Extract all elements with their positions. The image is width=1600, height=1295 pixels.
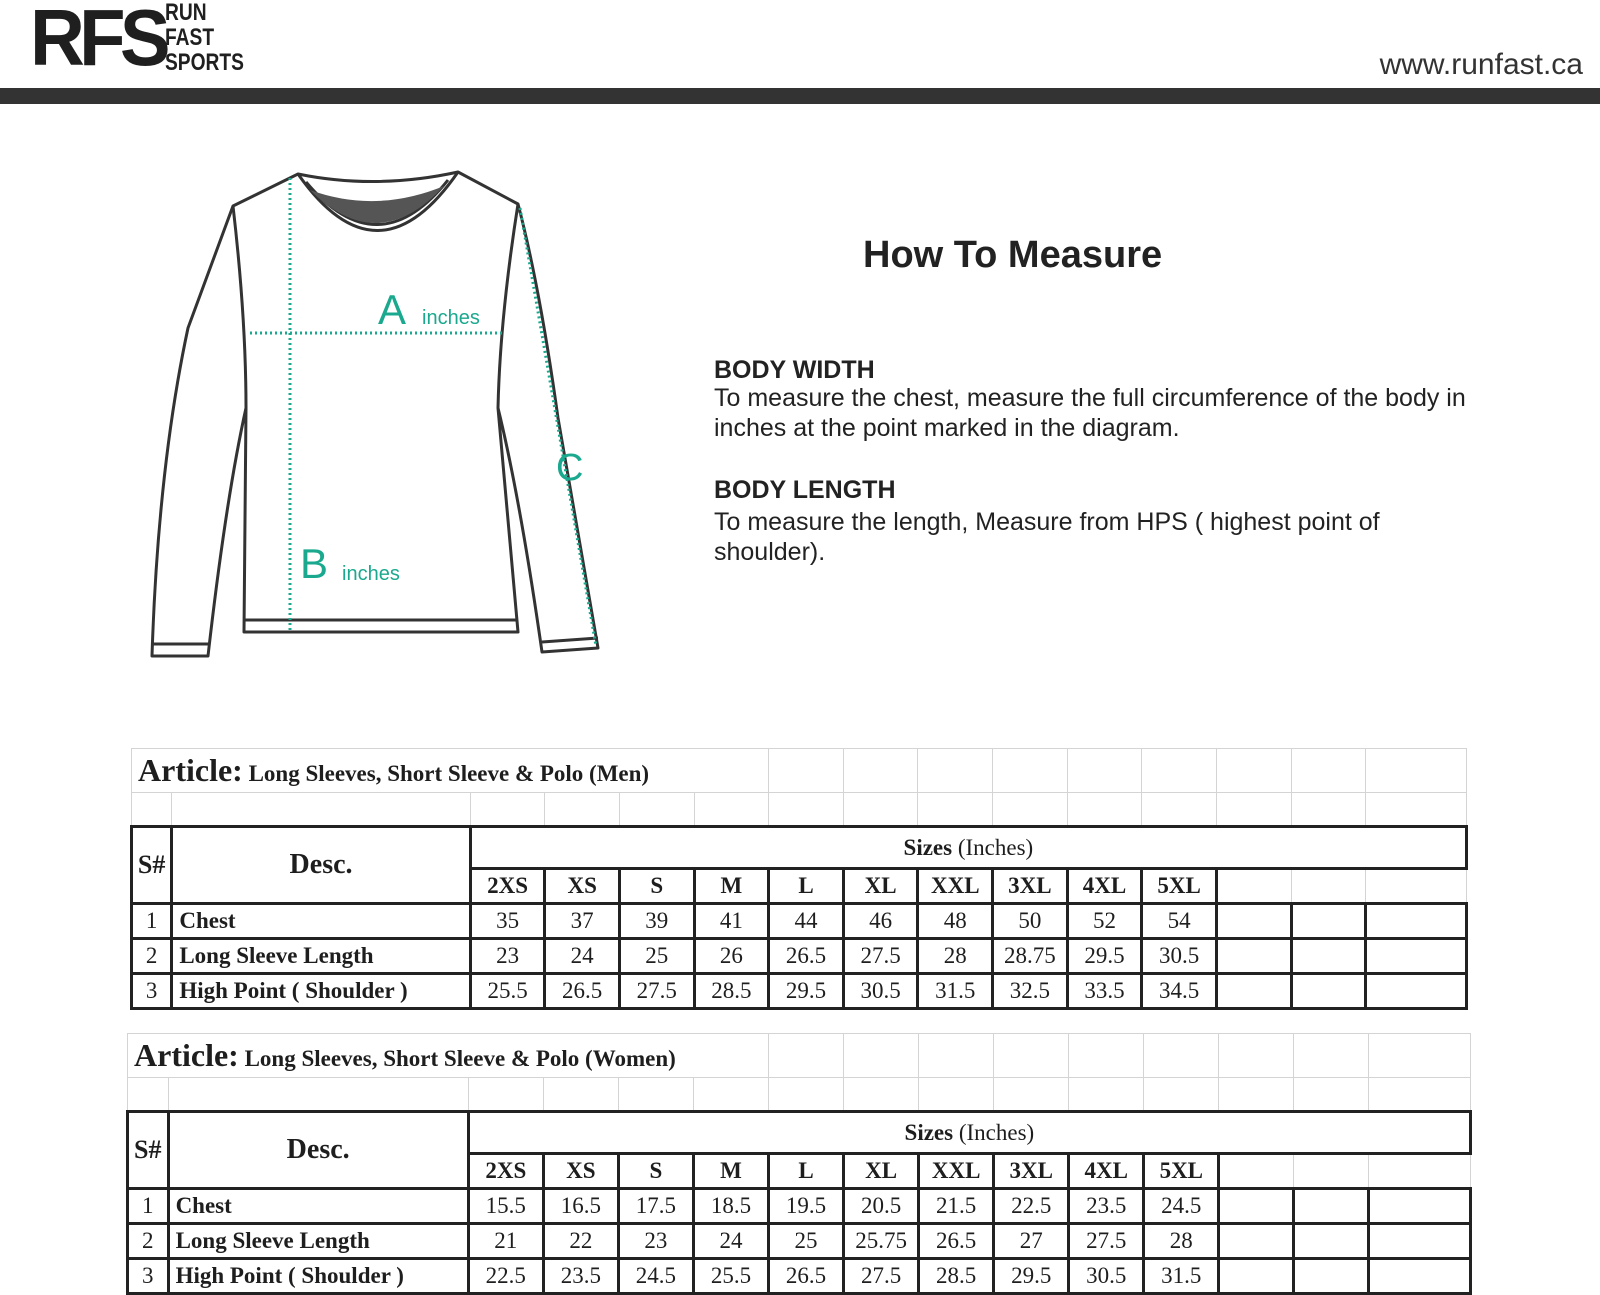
row-description: Long Sleeve Length — [172, 939, 470, 974]
blank-cell — [1366, 869, 1467, 904]
row-number: 2 — [132, 939, 172, 974]
blank-cell — [1216, 904, 1291, 939]
blank-cell — [1069, 1078, 1144, 1112]
row-description: High Point ( Shoulder ) — [168, 1259, 468, 1294]
size-value-cell: 19.5 — [769, 1189, 844, 1224]
table-row — [132, 939, 1467, 974]
size-value-cell: 23 — [618, 1224, 693, 1259]
desc-header: Desc. — [172, 827, 470, 904]
blank-cell — [1366, 904, 1467, 939]
size-value-cell: 46 — [843, 904, 918, 939]
blank-cell — [1219, 1259, 1294, 1294]
size-value-cell: 17.5 — [618, 1189, 693, 1224]
size-value-cell: 54 — [1142, 904, 1217, 939]
size-value-cell: 27.5 — [1069, 1224, 1144, 1259]
blank-cell — [1291, 793, 1366, 827]
article-name: Long Sleeves, Short Sleeve & Polo (Women) — [244, 1046, 676, 1071]
blank-cell — [1067, 749, 1142, 793]
row-description: Chest — [168, 1189, 468, 1224]
size-chart-men — [130, 748, 1468, 1010]
size-value-cell: 21 — [468, 1224, 543, 1259]
blank-cell — [918, 749, 993, 793]
size-value-cell: 27.5 — [619, 974, 694, 1009]
size-value-cell: 24.5 — [1144, 1189, 1219, 1224]
blank-cell — [769, 749, 844, 793]
size-value-cell: 37 — [545, 904, 620, 939]
shirt-diagram — [148, 168, 618, 678]
logo-word: FAST — [165, 24, 215, 51]
size-value-cell: 27 — [994, 1224, 1069, 1259]
blank-cell — [1067, 793, 1142, 827]
body-length-heading: BODY LENGTH — [714, 476, 896, 504]
size-header-cell: XS — [545, 869, 620, 904]
row-number: 3 — [128, 1259, 169, 1294]
size-value-cell: 52 — [1067, 904, 1142, 939]
size-header-cell: M — [694, 869, 769, 904]
size-value-cell: 28.5 — [919, 1259, 994, 1294]
size-value-cell: 21.5 — [919, 1189, 994, 1224]
size-value-cell: 28.5 — [694, 974, 769, 1009]
size-value-cell: 26.5 — [545, 974, 620, 1009]
size-value-cell: 22.5 — [468, 1259, 543, 1294]
size-header-cell: XXL — [919, 1154, 994, 1189]
blank-cell — [1294, 1078, 1369, 1112]
blank-cell — [1291, 974, 1366, 1009]
size-value-cell: 26.5 — [769, 1259, 844, 1294]
size-value-cell: 34.5 — [1142, 974, 1217, 1009]
size-value-cell: 29.5 — [994, 1259, 1069, 1294]
blank-cell — [1219, 1154, 1294, 1189]
label-a-letter: A — [378, 286, 407, 333]
size-value-cell: 48 — [918, 904, 993, 939]
blank-cell — [1291, 869, 1366, 904]
size-value-cell: 22 — [543, 1224, 618, 1259]
header-divider — [0, 88, 1600, 104]
size-value-cell: 27.5 — [844, 1259, 919, 1294]
logo-wordmark — [165, 0, 244, 75]
blank-cell — [1369, 1154, 1471, 1189]
size-header-cell: XL — [844, 1154, 919, 1189]
label-b-unit: inches — [342, 563, 400, 585]
blank-cell — [468, 1078, 543, 1112]
blank-cell — [1216, 939, 1291, 974]
size-value-cell: 25.5 — [693, 1259, 768, 1294]
size-value-cell: 28 — [918, 939, 993, 974]
blank-cell — [618, 1078, 693, 1112]
desc-header: Desc. — [168, 1112, 468, 1189]
blank-cell — [994, 1078, 1069, 1112]
blank-cell — [1291, 749, 1366, 793]
row-description: Chest — [172, 904, 470, 939]
size-value-cell: 29.5 — [1067, 939, 1142, 974]
size-value-cell: 31.5 — [1144, 1259, 1219, 1294]
size-value-cell: 28 — [1144, 1224, 1219, 1259]
size-value-cell: 15.5 — [468, 1189, 543, 1224]
table-row — [132, 904, 1467, 939]
size-header-cell: 2XS — [470, 869, 545, 904]
blank-cell — [1369, 1224, 1471, 1259]
table-row — [132, 974, 1467, 1009]
blank-cell — [1216, 869, 1291, 904]
size-value-cell: 25.75 — [844, 1224, 919, 1259]
size-value-cell: 20.5 — [844, 1189, 919, 1224]
blank-cell — [1144, 1034, 1219, 1078]
blank-cell — [172, 793, 470, 827]
blank-cell — [470, 793, 545, 827]
sizes-header — [470, 827, 1466, 869]
sizes-header — [468, 1112, 1470, 1154]
blank-cell — [1369, 1034, 1471, 1078]
body-length-text: To measure the length, Measure from HPS ( highest point of shoulder). — [714, 508, 1380, 566]
blank-cell — [844, 1078, 919, 1112]
blank-cell — [919, 1034, 994, 1078]
size-value-cell: 26 — [694, 939, 769, 974]
blank-cell — [1369, 1078, 1471, 1112]
logo-word: RUN — [165, 0, 207, 26]
row-description: Long Sleeve Length — [168, 1224, 468, 1259]
blank-cell — [769, 1034, 844, 1078]
size-value-cell: 30.5 — [1069, 1259, 1144, 1294]
article-label: Article: — [134, 1037, 239, 1073]
page-header — [0, 0, 1600, 104]
blank-cell — [1216, 749, 1291, 793]
logo-mark: RFS — [30, 0, 165, 82]
size-value-cell: 25.5 — [470, 974, 545, 1009]
article-label: Article: — [138, 752, 243, 788]
sn-header: S# — [128, 1112, 169, 1189]
blank-cell — [1294, 1259, 1369, 1294]
blank-cell — [1294, 1034, 1369, 1078]
size-header-cell: M — [693, 1154, 768, 1189]
label-a-unit: inches — [422, 307, 480, 329]
size-header-cell: 2XS — [468, 1154, 543, 1189]
blank-cell — [918, 793, 993, 827]
size-value-cell: 27.5 — [843, 939, 918, 974]
table-row — [128, 1224, 1471, 1259]
size-header-cell: XXL — [918, 869, 993, 904]
blank-cell — [1291, 939, 1366, 974]
size-value-cell: 35 — [470, 904, 545, 939]
blank-cell — [1366, 793, 1467, 827]
size-header-cell: 3XL — [994, 1154, 1069, 1189]
size-header-cell: 4XL — [1067, 869, 1142, 904]
size-header-cell: XL — [843, 869, 918, 904]
label-c-letter: C — [556, 447, 584, 489]
size-value-cell: 32.5 — [993, 974, 1068, 1009]
size-value-cell: 44 — [769, 904, 844, 939]
blank-cell — [1369, 1189, 1471, 1224]
blank-cell — [1294, 1224, 1369, 1259]
size-header-cell: 5XL — [1142, 869, 1217, 904]
blank-cell — [1219, 1034, 1294, 1078]
blank-cell — [543, 1078, 618, 1112]
blank-cell — [1219, 1224, 1294, 1259]
blank-cell — [693, 1078, 768, 1112]
site-url-link[interactable]: www.runfast.ca — [1379, 48, 1583, 81]
row-number: 2 — [128, 1224, 169, 1259]
blank-cell — [1366, 974, 1467, 1009]
blank-cell — [844, 1034, 919, 1078]
size-value-cell: 30.5 — [843, 974, 918, 1009]
blank-cell — [1069, 1034, 1144, 1078]
size-value-cell: 29.5 — [769, 974, 844, 1009]
size-header-cell: 4XL — [1069, 1154, 1144, 1189]
row-description: High Point ( Shoulder ) — [172, 974, 470, 1009]
sizes-unit: (Inches) — [957, 834, 1034, 860]
size-chart-women — [126, 1033, 1472, 1295]
size-value-cell: 31.5 — [918, 974, 993, 1009]
size-value-cell: 25 — [619, 939, 694, 974]
size-value-cell: 26.5 — [769, 939, 844, 974]
size-header-cell: S — [619, 869, 694, 904]
article-title — [128, 1034, 769, 1078]
sizes-label: Sizes — [904, 1119, 954, 1145]
size-value-cell: 28.75 — [993, 939, 1068, 974]
size-value-cell: 18.5 — [693, 1189, 768, 1224]
sizes-unit: (Inches) — [958, 1119, 1035, 1145]
article-name: Long Sleeves, Short Sleeve & Polo (Men) — [248, 761, 650, 786]
blank-cell — [994, 1034, 1069, 1078]
size-value-cell: 41 — [694, 904, 769, 939]
blank-cell — [1216, 793, 1291, 827]
size-value-cell: 23 — [470, 939, 545, 974]
size-header-cell: XS — [543, 1154, 618, 1189]
blank-cell — [1219, 1078, 1294, 1112]
blank-cell — [1144, 1078, 1219, 1112]
size-value-cell: 23.5 — [543, 1259, 618, 1294]
table-row — [128, 1189, 1471, 1224]
size-header-cell: 5XL — [1144, 1154, 1219, 1189]
table-row — [128, 1259, 1471, 1294]
size-header-cell: 3XL — [993, 869, 1068, 904]
blank-cell — [1294, 1154, 1369, 1189]
size-value-cell: 50 — [993, 904, 1068, 939]
size-value-cell: 39 — [619, 904, 694, 939]
size-value-cell: 26.5 — [919, 1224, 994, 1259]
blank-cell — [619, 793, 694, 827]
size-header-cell: L — [769, 1154, 844, 1189]
blank-cell — [1291, 904, 1366, 939]
blank-cell — [1219, 1189, 1294, 1224]
blank-cell — [769, 793, 844, 827]
blank-cell — [168, 1078, 468, 1112]
blank-cell — [1142, 793, 1217, 827]
body-width-heading: BODY WIDTH — [714, 356, 875, 384]
size-value-cell: 24.5 — [618, 1259, 693, 1294]
blank-cell — [993, 793, 1068, 827]
size-value-cell: 16.5 — [543, 1189, 618, 1224]
row-number: 3 — [132, 974, 172, 1009]
sn-header: S# — [132, 827, 172, 904]
size-value-cell: 25 — [769, 1224, 844, 1259]
blank-cell — [919, 1078, 994, 1112]
size-value-cell: 23.5 — [1069, 1189, 1144, 1224]
blank-cell — [843, 793, 918, 827]
blank-cell — [132, 793, 172, 827]
body-width-text: To measure the chest, measure the full circumference of the body in inches at the point marked in the diagram. — [714, 384, 1466, 442]
blank-cell — [1366, 749, 1467, 793]
label-b-letter: B — [300, 540, 329, 587]
blank-cell — [128, 1078, 169, 1112]
row-number: 1 — [132, 904, 172, 939]
blank-cell — [1369, 1259, 1471, 1294]
how-to-measure-title: How To Measure — [863, 234, 1163, 276]
blank-cell — [1294, 1189, 1369, 1224]
size-value-cell: 30.5 — [1142, 939, 1217, 974]
size-value-cell: 22.5 — [994, 1189, 1069, 1224]
blank-cell — [843, 749, 918, 793]
blank-cell — [1216, 974, 1291, 1009]
size-header-cell: S — [618, 1154, 693, 1189]
blank-cell — [545, 793, 620, 827]
size-value-cell: 24 — [545, 939, 620, 974]
blank-cell — [1142, 749, 1217, 793]
blank-cell — [993, 749, 1068, 793]
blank-cell — [1366, 939, 1467, 974]
sizes-label: Sizes — [903, 834, 953, 860]
row-number: 1 — [128, 1189, 169, 1224]
blank-cell — [769, 1078, 844, 1112]
size-header-cell: L — [769, 869, 844, 904]
size-value-cell: 33.5 — [1067, 974, 1142, 1009]
size-value-cell: 24 — [693, 1224, 768, 1259]
article-title — [132, 749, 769, 793]
logo-word: SPORTS — [165, 49, 244, 76]
blank-cell — [694, 793, 769, 827]
